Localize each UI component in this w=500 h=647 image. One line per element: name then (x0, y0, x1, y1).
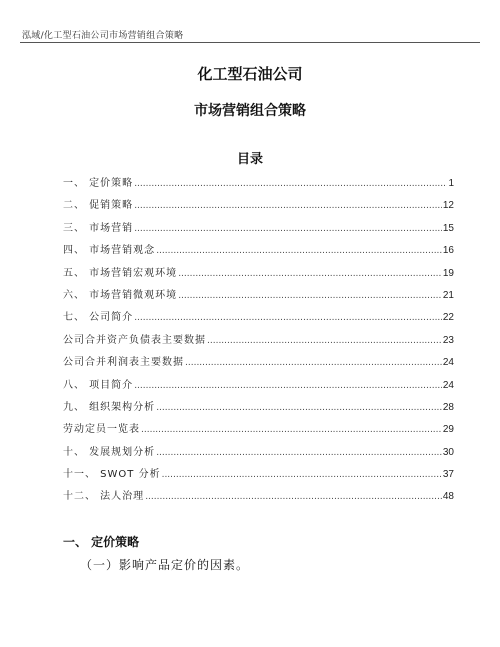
toc-entry-page: 37 (442, 469, 454, 481)
toc-leader-dots (156, 246, 442, 256)
toc-leader-dots (178, 269, 442, 279)
toc-leader-dots (156, 403, 442, 413)
toc-entry-page: 16 (442, 245, 454, 257)
running-header: 泓域/化工型石油公司市场营销组合策略 (22, 31, 184, 41)
toc-entry-page: 21 (442, 289, 454, 301)
toc-entry-page: 12 (442, 200, 454, 212)
toc-entry-label: 公司合并资产负债表主要数据 (63, 334, 206, 346)
toc-entry-page: 30 (442, 446, 454, 458)
toc-entry-page: 24 (442, 379, 454, 391)
section-heading: 一、 定价策略 (63, 535, 140, 549)
toc-entry[interactable] (63, 241, 454, 263)
toc-entry-label: 九、 组织架构分析 (63, 401, 156, 413)
toc-entry[interactable] (63, 353, 454, 375)
toc-entry[interactable] (63, 398, 454, 420)
toc-entry-label: 二、 促销策略 (63, 200, 134, 212)
toc-entry-page: 19 (442, 267, 454, 279)
toc-entry-label: 公司合并利润表主要数据 (63, 357, 184, 369)
document-subtitle: 市场营销组合策略 (194, 103, 306, 119)
toc-entry-page: 23 (442, 334, 454, 346)
toc-entry[interactable] (63, 219, 454, 241)
toc-entry[interactable] (63, 376, 454, 398)
toc-leader-dots (207, 336, 442, 346)
toc-leader-dots (145, 492, 442, 502)
toc-entry-label: 十一、 SWOT 分析 (63, 469, 161, 481)
toc-entry[interactable] (63, 420, 454, 442)
toc-entry-page: 24 (442, 357, 454, 369)
toc-leader-dots (162, 470, 442, 480)
toc-entry-label: 十、 发展规划分析 (63, 446, 156, 458)
toc-leader-dots (134, 224, 442, 234)
toc-entry[interactable] (63, 174, 454, 196)
toc-entry-label: 三、 市场营销 (63, 222, 134, 234)
toc-entry-label: 一、 定价策略 (63, 178, 134, 189)
sub-heading: （一）影响产品定价的因素。 (80, 558, 250, 572)
toc-entry-page: 48 (442, 491, 454, 503)
toc-entry-page: 28 (442, 401, 454, 413)
toc-entry-label: 十二、 法人治理 (63, 491, 145, 503)
toc-leader-dots (134, 179, 447, 189)
toc-title: 目录 (236, 152, 263, 167)
toc-leader-dots (134, 201, 442, 211)
toc-leader-dots (185, 358, 442, 368)
toc-entry-page: 22 (442, 312, 454, 324)
toc-entry-label: 五、 市场营销宏观环境 (63, 267, 178, 279)
toc-entry[interactable] (63, 308, 454, 330)
table-of-contents (63, 174, 454, 510)
toc-entry-label: 劳动定员一览表 (63, 424, 140, 436)
toc-entry[interactable] (63, 487, 454, 509)
toc-entry[interactable] (63, 443, 454, 465)
toc-leader-dots (156, 448, 442, 458)
toc-entry[interactable] (63, 196, 454, 218)
company-title: 化工型石油公司 (197, 65, 303, 83)
toc-entry-label: 六、 市场营销微观环境 (63, 289, 178, 301)
toc-entry[interactable] (63, 465, 454, 487)
toc-leader-dots (141, 425, 442, 435)
toc-entry-label: 八、 项目简介 (63, 379, 134, 391)
toc-leader-dots (134, 313, 442, 323)
toc-leader-dots (134, 381, 442, 391)
toc-entry-page: 15 (442, 222, 454, 234)
toc-entry[interactable] (63, 264, 454, 286)
toc-entry-label: 七、 公司简介 (63, 312, 134, 324)
toc-leader-dots (178, 291, 442, 301)
toc-entry-page: 1 (448, 178, 454, 189)
toc-entry-page: 29 (442, 424, 454, 436)
toc-entry[interactable] (63, 286, 454, 308)
toc-entry-label: 四、 市场营销观念 (63, 245, 156, 257)
header-divider (20, 42, 480, 43)
toc-entry[interactable] (63, 331, 454, 353)
